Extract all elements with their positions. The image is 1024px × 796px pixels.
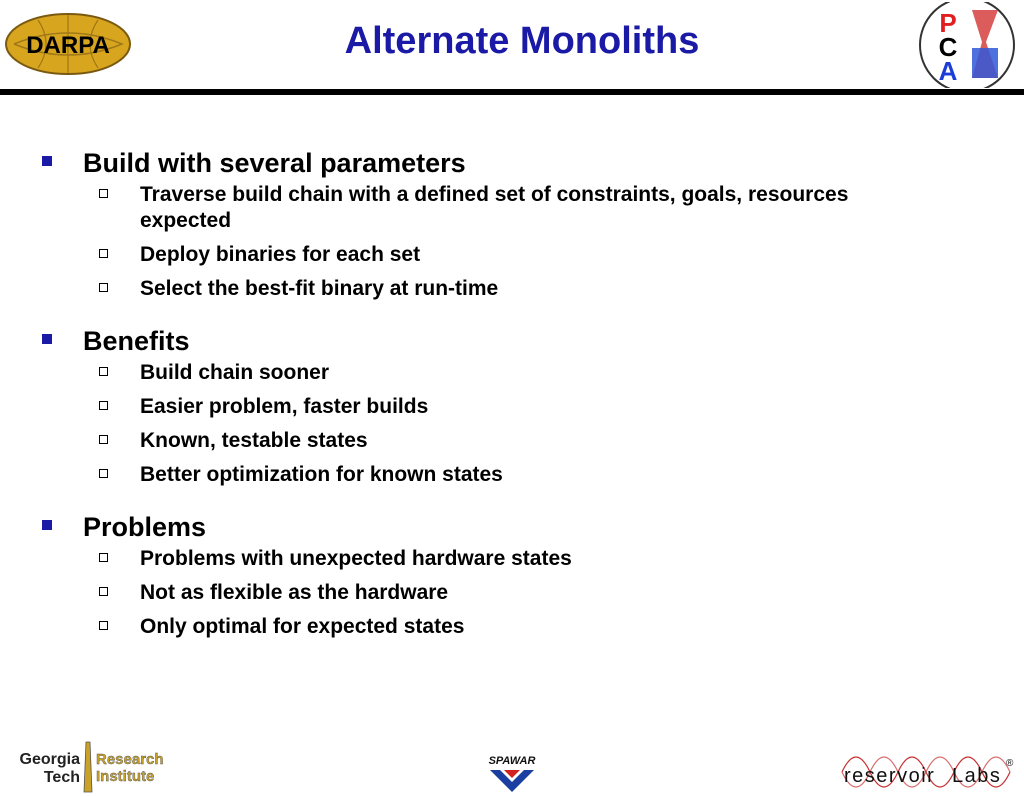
sub-bullet-item xyxy=(0,580,1024,606)
sub-bullet-text: Traverse build chain with a defined set of constraints, goals, resources expected xyxy=(140,183,849,232)
slide-footer xyxy=(0,730,1024,796)
sub-bullet-text: Problems with unexpected hardware states xyxy=(140,547,572,570)
tower-icon xyxy=(84,742,92,792)
section-heading: Benefits xyxy=(83,326,190,356)
logo-text-reservoir: reservoir xyxy=(844,765,936,787)
reservoir-labs-logo xyxy=(838,748,1018,796)
hollow-square-bullet-icon xyxy=(99,401,108,410)
section-build xyxy=(0,140,1024,302)
sub-bullet-item xyxy=(0,614,1024,640)
hollow-square-bullet-icon xyxy=(99,189,108,198)
logo-text-research: Research xyxy=(96,751,164,768)
sub-bullet-item xyxy=(0,182,1024,234)
sub-bullet-text: Only optimal for expected states xyxy=(140,615,465,638)
sub-bullet-text: Select the best-fit binary at run-time xyxy=(140,277,499,300)
sub-bullet-item xyxy=(0,360,1024,386)
sub-bullet-text: Easier problem, faster builds xyxy=(140,395,429,418)
hollow-square-bullet-icon xyxy=(99,553,108,562)
hollow-square-bullet-icon xyxy=(99,621,108,630)
logo-text-spawar: SPAWAR xyxy=(488,755,536,767)
hollow-square-bullet-icon xyxy=(99,367,108,376)
section-heading: Build with several parameters xyxy=(83,148,466,178)
sub-bullet-item xyxy=(0,462,1024,488)
logo-text-labs: Labs xyxy=(952,765,1002,787)
hollow-square-bullet-icon xyxy=(99,249,108,258)
slide-body xyxy=(0,140,1024,656)
pca-logo xyxy=(916,2,1020,88)
page-title: Alternate Monoliths xyxy=(344,20,700,62)
pca-letter-a: A xyxy=(938,56,958,86)
logo-text-institute: Institute xyxy=(96,768,155,785)
main-bullet-item xyxy=(0,318,1024,360)
sub-bullet-item xyxy=(0,276,1024,302)
main-bullet-item xyxy=(0,504,1024,546)
section-problems xyxy=(0,504,1024,640)
square-bullet-icon xyxy=(42,156,52,166)
georgia-tech-research-institute-logo xyxy=(6,738,176,796)
pca-letter-c: C xyxy=(938,32,958,62)
spawar-logo xyxy=(484,754,544,794)
slide-header xyxy=(0,0,1024,98)
pca-letter-p: P xyxy=(939,8,957,38)
hollow-square-bullet-icon xyxy=(99,283,108,292)
hollow-square-bullet-icon xyxy=(99,435,108,444)
sub-bullet-text: Better optimization for known states xyxy=(140,463,503,486)
sub-bullet-text: Deploy binaries for each set xyxy=(140,243,421,266)
section-heading: Problems xyxy=(83,512,207,542)
header-divider xyxy=(0,89,1024,95)
logo-text-georgia: Georgia xyxy=(19,751,80,768)
logo-text-tech: Tech xyxy=(43,769,80,786)
sub-bullet-text: Known, testable states xyxy=(140,429,368,452)
sub-bullet-item xyxy=(0,242,1024,268)
square-bullet-icon xyxy=(42,334,52,344)
sub-bullet-item xyxy=(0,546,1024,572)
section-benefits xyxy=(0,318,1024,488)
hollow-square-bullet-icon xyxy=(99,469,108,478)
main-bullet-item xyxy=(0,140,1024,182)
sub-bullet-item xyxy=(0,394,1024,420)
darpa-logo-text: DARPA xyxy=(26,32,110,59)
sub-bullet-text: Build chain sooner xyxy=(140,361,330,384)
registered-mark: ® xyxy=(1006,758,1014,769)
hollow-square-bullet-icon xyxy=(99,587,108,596)
sub-bullet-item xyxy=(0,428,1024,454)
square-bullet-icon xyxy=(42,520,52,530)
sub-bullet-text: Not as flexible as the hardware xyxy=(140,581,449,604)
